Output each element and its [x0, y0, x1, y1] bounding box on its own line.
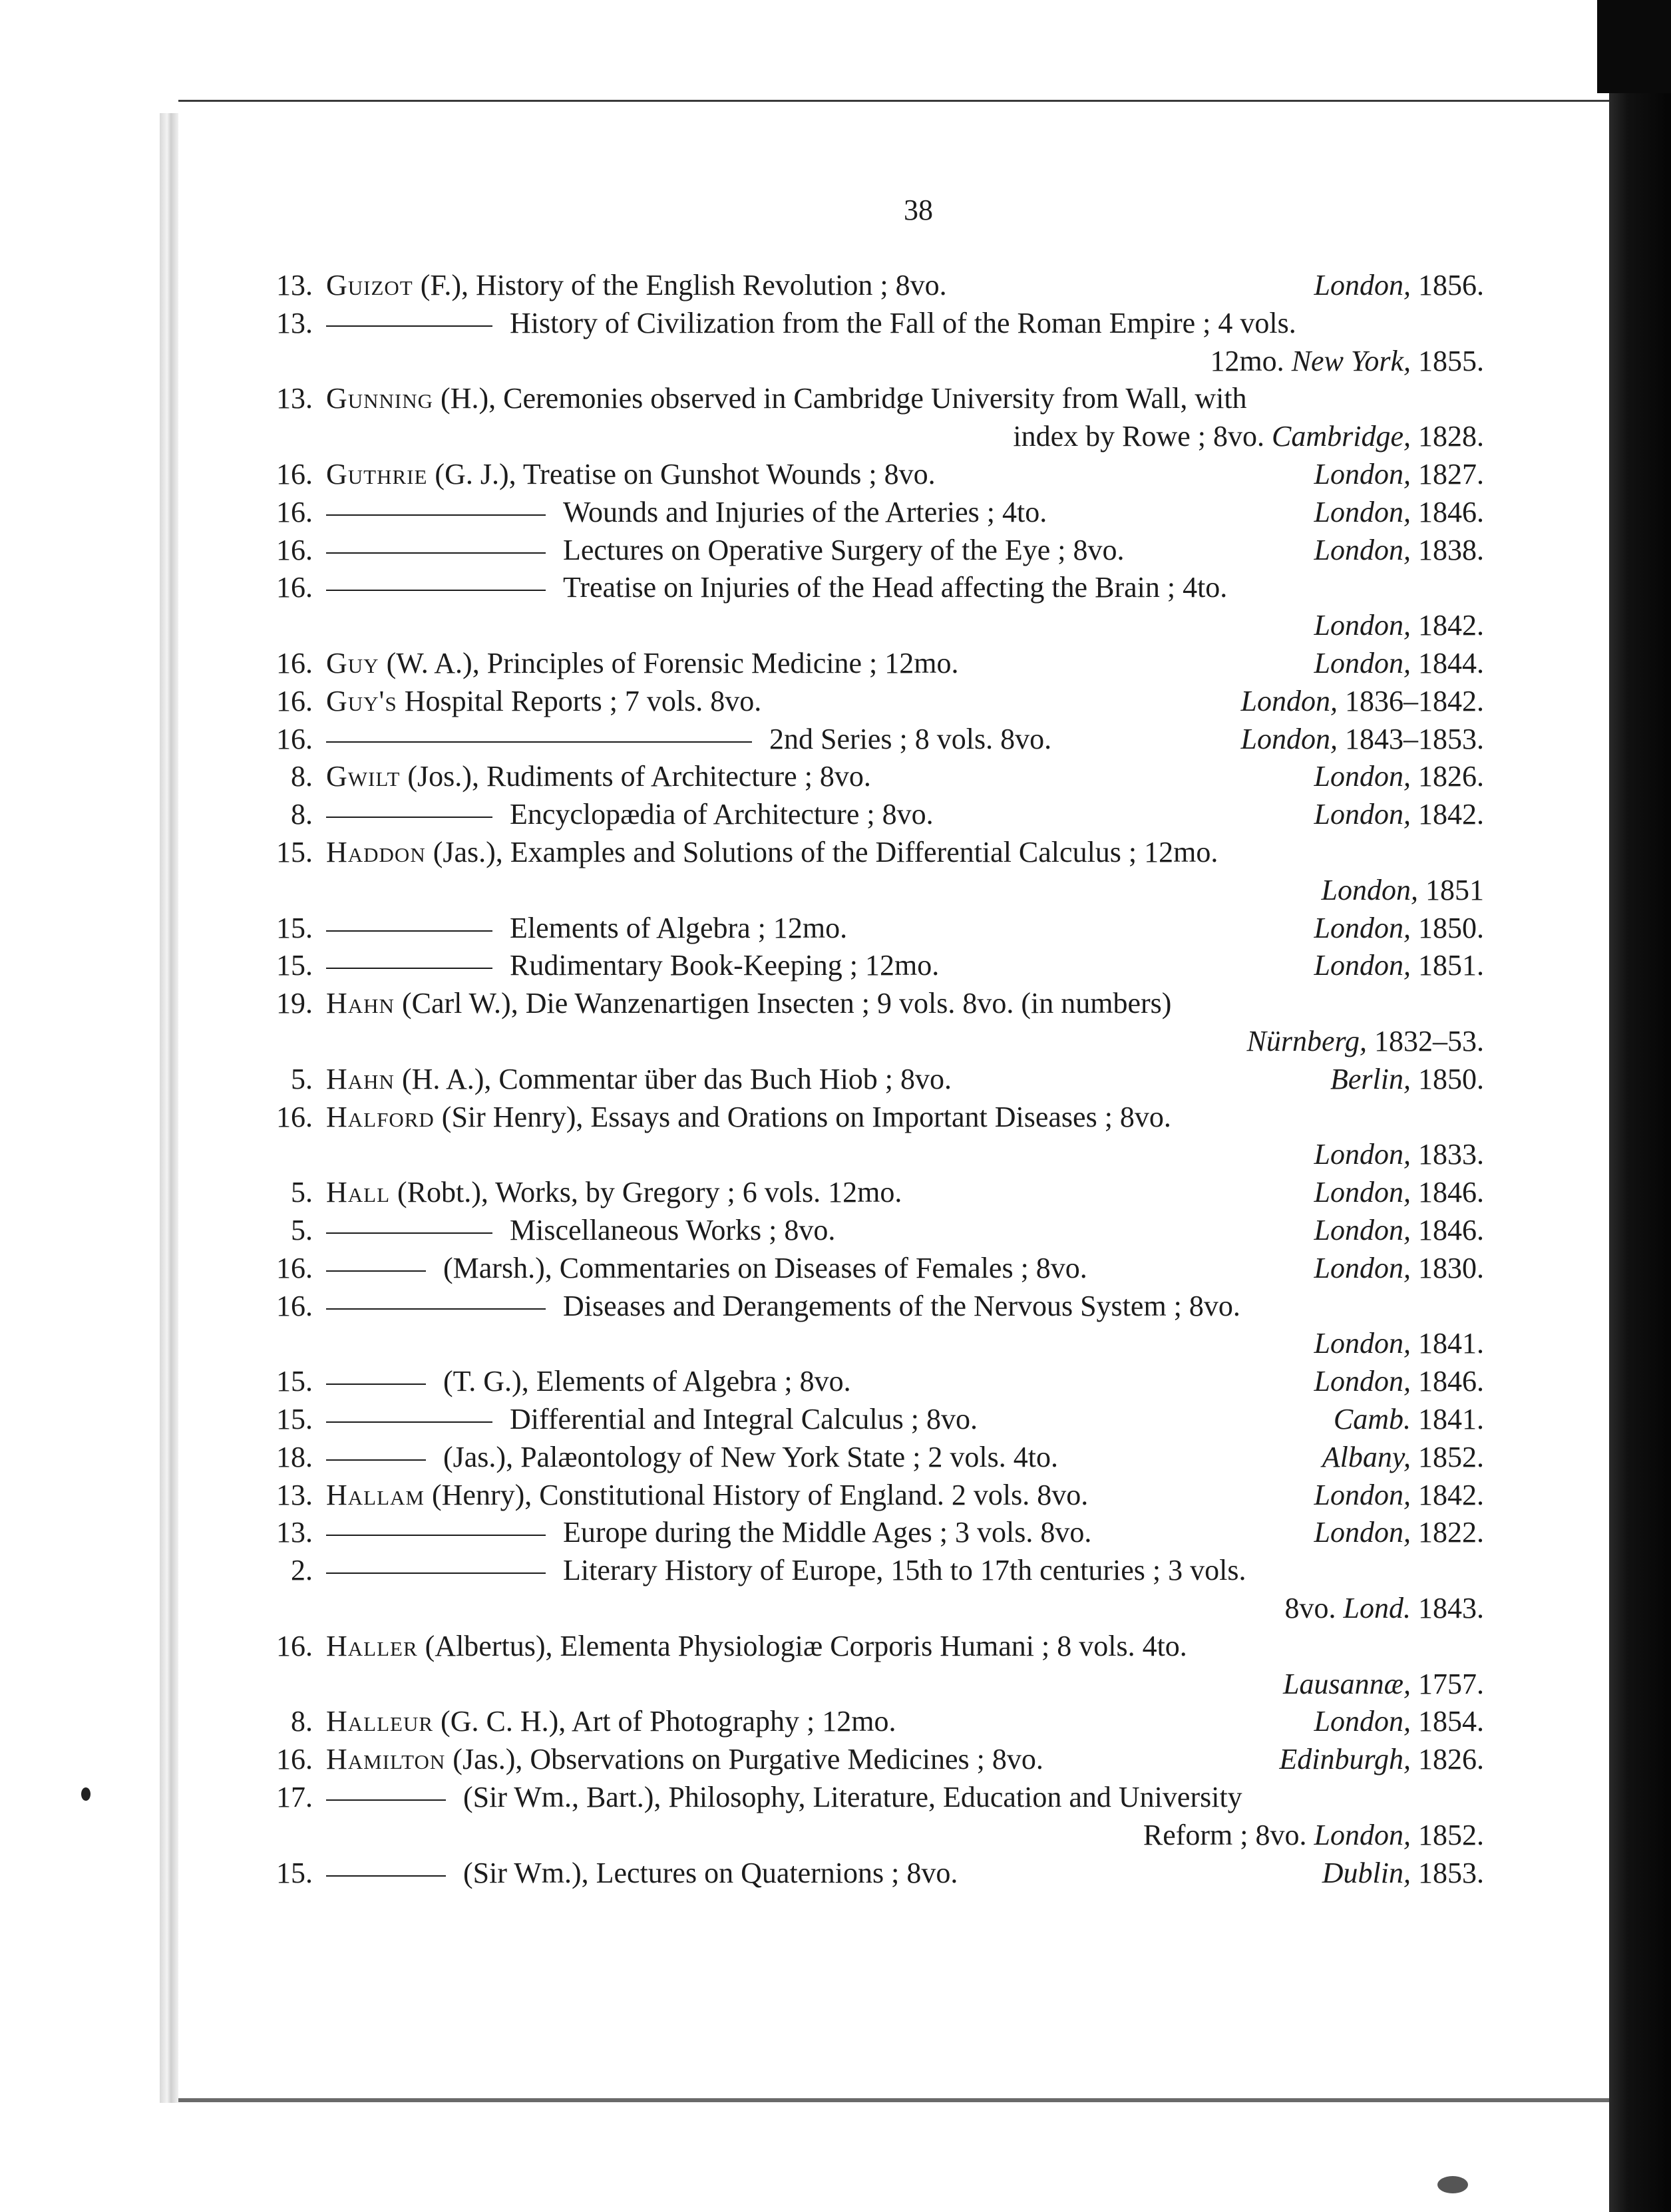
scan-speck: [1437, 2176, 1468, 2193]
entry-line: [266, 1551, 1531, 1590]
entry-continuation: [266, 871, 1531, 910]
scan-speck: [81, 1787, 91, 1801]
continuation-imprint: [1210, 342, 1484, 381]
imprint-place: Berlin,: [1330, 1062, 1411, 1095]
entry-title: Lectures on Operative Surgery of the Eye ; 8vo.: [563, 533, 1125, 566]
entry-title: (G. J.), Treatise on Gunshot Wounds ; 8vo.: [427, 458, 936, 490]
imprint-place: London,: [1314, 798, 1411, 831]
imprint: [1322, 1854, 1484, 1893]
entry-title: (G. C. H.), Art of Photography ; 12mo.: [433, 1705, 896, 1738]
entry-title: Miscellaneous Works ; 8vo.: [510, 1214, 836, 1246]
ditto-rule: [326, 1232, 492, 1234]
continuation-imprint: [1314, 606, 1484, 645]
entry-number: 13.: [276, 1478, 313, 1511]
author-surname: Hahn: [326, 1062, 395, 1095]
imprint-year: 1846.: [1411, 1176, 1484, 1209]
imprint-place: London,: [1314, 1365, 1411, 1398]
imprint: [1322, 1438, 1484, 1477]
entry-title: History of Civilization from the Fall of the Roman Empire ; 4 vols.: [510, 306, 1296, 339]
entry-number: 13.: [276, 306, 313, 339]
entry-line: [266, 1854, 1531, 1893]
imprint-place: Cambridge,: [1272, 420, 1411, 453]
author-surname: Haddon: [326, 836, 426, 868]
entry-title: Differential and Integral Calculus ; 8vo.: [510, 1403, 978, 1435]
entry-title: (Jos.), Rudiments of Architecture ; 8vo.: [400, 760, 871, 793]
continuation-imprint: [1314, 1135, 1484, 1174]
entry-number: 16.: [276, 1743, 313, 1776]
continuation-imprint: [1283, 1665, 1484, 1704]
entry-line: [266, 795, 1531, 834]
continuation-text: index by Rowe ; 8vo.: [1013, 420, 1272, 453]
entry-continuation: [266, 417, 1531, 456]
entry-number: 19.: [276, 987, 313, 1020]
imprint-place: London,: [1240, 684, 1338, 717]
ditto-rule: [326, 968, 492, 969]
imprint-place: London,: [1314, 1818, 1411, 1851]
author-surname: Gunning: [326, 382, 434, 415]
entry-title: (W. A.), Principles of Forensic Medicine ; 12mo.: [379, 647, 959, 679]
imprint-year: 1826.: [1411, 1743, 1484, 1776]
imprint-year: 1853.: [1411, 1856, 1484, 1889]
imprint-year: 1850.: [1411, 1062, 1484, 1095]
entry-title: 2nd Series ; 8 vols. 8vo.: [769, 722, 1052, 755]
entry-line: [266, 1173, 1531, 1212]
continuation-imprint: [1013, 417, 1484, 456]
imprint: [1314, 909, 1484, 948]
imprint-year: 1832–53.: [1367, 1025, 1484, 1057]
ditto-rule: [326, 1535, 546, 1536]
page-number: 38: [904, 194, 933, 226]
imprint: [1314, 493, 1484, 532]
imprint: [1314, 455, 1484, 494]
ditto-rule: [326, 590, 546, 591]
entry-title: Europe during the Middle Ages ; 3 vols. 8vo.: [563, 1516, 1092, 1549]
imprint-place: London,: [1314, 1251, 1411, 1284]
imprint: [1314, 1513, 1484, 1552]
imprint-place: Nürnberg,: [1246, 1025, 1367, 1057]
entry-line: [266, 833, 1531, 872]
imprint-year: 1822.: [1411, 1516, 1484, 1549]
entry-title: (T. G.), Elements of Algebra ; 8vo.: [443, 1365, 851, 1398]
entry-title: Encyclopædia of Architecture ; 8vo.: [510, 798, 934, 831]
continuation-text: 8vo.: [1284, 1592, 1344, 1624]
ditto-rule: [326, 1421, 492, 1423]
imprint-year: 1833.: [1411, 1138, 1484, 1171]
imprint-place: London,: [1240, 722, 1338, 755]
entry-line: [266, 379, 1531, 418]
imprint-year: 1830.: [1411, 1251, 1484, 1284]
imprint: [1241, 682, 1484, 721]
continuation-imprint: [1285, 1589, 1484, 1628]
entry-continuation: [266, 1135, 1531, 1174]
entry-title: (Sir Wm., Bart.), Philosophy, Literature, Education and University: [463, 1781, 1242, 1813]
ditto-rule: [326, 514, 546, 516]
entry-continuation: [266, 1816, 1531, 1855]
imprint-place: London,: [1314, 533, 1411, 566]
imprint: [1314, 644, 1484, 683]
imprint-place: London,: [1314, 1214, 1411, 1246]
entry-line: [266, 1400, 1531, 1439]
ditto-rule: [326, 1270, 426, 1272]
ditto-rule: [326, 1799, 446, 1801]
entry-title: (Sir Wm.), Lectures on Quaternions ; 8vo.: [463, 1856, 958, 1889]
continuation-imprint: [1247, 1022, 1485, 1061]
entry-line: [266, 757, 1531, 796]
imprint-place: London,: [1314, 269, 1411, 301]
entry-continuation: [266, 1022, 1531, 1061]
continuation-imprint: [1314, 1324, 1484, 1363]
imprint-place: London,: [1314, 1176, 1411, 1209]
entry-title: Diseases and Derangements of the Nervous System ; 8vo.: [563, 1289, 1240, 1322]
entry-line: [266, 1098, 1531, 1137]
ditto-rule: [326, 1572, 546, 1574]
imprint-year: 1843–1853.: [1338, 722, 1484, 755]
entry-number: 2.: [291, 1554, 313, 1587]
entry-line: [266, 644, 1531, 683]
imprint-year: 1850.: [1411, 911, 1484, 944]
ditto-rule: [326, 817, 492, 818]
entry-number: 16.: [276, 571, 313, 604]
entry-number: 5.: [291, 1176, 313, 1209]
author-surname: Guthrie: [326, 458, 428, 490]
entry-line: [266, 493, 1531, 532]
imprint-year: 1841.: [1411, 1327, 1484, 1360]
author-surname: Hallam: [326, 1478, 425, 1511]
continuation-imprint: [1143, 1816, 1484, 1855]
imprint-place: London,: [1314, 1327, 1411, 1360]
entry-number: 16.: [276, 1629, 313, 1662]
imprint: [1314, 1702, 1484, 1741]
imprint-year: 1846.: [1411, 495, 1484, 528]
imprint: [1314, 1211, 1484, 1250]
imprint-place: London,: [1314, 760, 1411, 793]
entry-number: 13.: [276, 269, 313, 301]
entry-title: Hospital Reports ; 7 vols. 8vo.: [397, 684, 762, 717]
continuation-text: Reform ; 8vo.: [1143, 1818, 1314, 1851]
entry-number: 16.: [276, 1289, 313, 1322]
author-surname: Hahn: [326, 987, 395, 1020]
ditto-rule: [326, 1308, 546, 1310]
entry-number: 16.: [276, 458, 313, 490]
entry-number: 16.: [276, 533, 313, 566]
entry-line: [266, 1249, 1531, 1288]
imprint-year: 1852.: [1411, 1440, 1484, 1473]
entry-line: [266, 1740, 1531, 1779]
entry-continuation: [266, 606, 1531, 645]
author-surname: Guy's: [326, 684, 397, 717]
entry-number: 15.: [276, 949, 313, 982]
entry-title: (Robt.), Works, by Gregory ; 6 vols. 12mo.: [390, 1176, 902, 1209]
entry-line: [266, 1438, 1531, 1477]
imprint-place: Camb.: [1333, 1403, 1411, 1435]
imprint-year: 1851.: [1411, 949, 1484, 982]
entry-title: (H. A.), Commentar über das Buch Hiob ; 8vo.: [394, 1062, 952, 1095]
entry-number: 8.: [291, 798, 313, 831]
imprint-year: 1852.: [1411, 1818, 1484, 1851]
continuation-text: 12mo.: [1210, 344, 1292, 377]
entry-title: Literary History of Europe, 15th to 17th centuries ; 3 vols.: [563, 1554, 1246, 1587]
entry-line: [266, 984, 1531, 1023]
entry-title: Wounds and Injuries of the Arteries ; 4to.: [563, 495, 1047, 528]
imprint-year: 1855.: [1411, 344, 1484, 377]
imprint-place: London,: [1314, 1516, 1411, 1549]
imprint-year: 1828.: [1411, 420, 1484, 453]
entry-title: (Jas.), Examples and Solutions of the Differential Calculus ; 12mo.: [425, 836, 1218, 868]
imprint-place: London,: [1314, 647, 1411, 679]
entry-title: Treatise on Injuries of the Head affecting the Brain ; 4to.: [563, 571, 1228, 604]
entry-number: 16.: [276, 684, 313, 717]
imprint-year: 1846.: [1411, 1365, 1484, 1398]
imprint-place: London,: [1314, 609, 1411, 642]
imprint-year: 1844.: [1411, 647, 1484, 679]
imprint: [1314, 1362, 1484, 1401]
entry-line: [266, 304, 1531, 343]
imprint-year: 1841.: [1411, 1403, 1484, 1435]
ditto-rule: [326, 741, 752, 743]
imprint-place: London,: [1314, 495, 1411, 528]
imprint-place: Lond.: [1343, 1592, 1411, 1624]
ditto-rule: [326, 325, 492, 327]
ditto-rule: [326, 1459, 426, 1461]
imprint-place: Albany,: [1322, 1440, 1411, 1473]
entry-continuation: [266, 1324, 1531, 1363]
entry-line: [266, 1702, 1531, 1741]
ditto-rule: [326, 1875, 446, 1877]
entry-line: [266, 568, 1531, 607]
entry-line: [266, 266, 1531, 305]
entry-line: [266, 1211, 1531, 1250]
ditto-rule: [326, 1383, 426, 1385]
imprint-year: 1842.: [1411, 1478, 1484, 1511]
imprint-place: London,: [1314, 1478, 1411, 1511]
entry-line: [266, 946, 1531, 985]
author-surname: Guy: [326, 647, 379, 679]
imprint: [1241, 720, 1484, 759]
imprint-year: 1851: [1418, 873, 1484, 906]
entry-number: 18.: [276, 1440, 313, 1473]
entry-title: Rudimentary Book-Keeping ; 12mo.: [510, 949, 940, 982]
imprint-year: 1757.: [1411, 1667, 1484, 1700]
entry-line: [266, 531, 1531, 570]
entry-number: 16.: [276, 722, 313, 755]
entry-number: 5.: [291, 1062, 313, 1095]
imprint-year: 1854.: [1411, 1705, 1484, 1738]
imprint: [1330, 1060, 1484, 1099]
author-surname: Halleur: [326, 1705, 434, 1738]
entry-title: (H.), Ceremonies observed in Cambridge University from Wall, with: [433, 382, 1247, 415]
entry-number: 15.: [276, 1365, 313, 1398]
imprint-place: London,: [1314, 1138, 1411, 1171]
imprint-place: London,: [1314, 458, 1411, 490]
entry-line: [266, 1362, 1531, 1401]
entry-title: (Jas.), Observations on Purgative Medicines ; 8vo.: [445, 1743, 1043, 1776]
ditto-rule: [326, 552, 546, 554]
entry-continuation: [266, 1665, 1531, 1704]
entry-number: 5.: [291, 1214, 313, 1246]
entry-number: 16.: [276, 1251, 313, 1284]
entry-number: 16.: [276, 1100, 313, 1133]
imprint-place: New York,: [1291, 344, 1411, 377]
imprint: [1314, 946, 1484, 985]
imprint: [1314, 1249, 1484, 1288]
entry-continuation: [266, 1589, 1531, 1628]
entry-line: [266, 1287, 1531, 1326]
imprint: [1334, 1400, 1484, 1439]
author-surname: Hall: [326, 1176, 391, 1209]
imprint: [1314, 1476, 1484, 1515]
imprint-year: 1846.: [1411, 1214, 1484, 1246]
imprint-year: 1838.: [1411, 533, 1484, 566]
entry-number: 16.: [276, 647, 313, 679]
entry-title: (F.), History of the English Revolution ; 8vo.: [413, 269, 947, 301]
imprint-year: 1856.: [1411, 269, 1484, 301]
imprint-year: 1827.: [1411, 458, 1484, 490]
imprint-place: Edinburgh,: [1279, 1743, 1411, 1776]
imprint-place: London,: [1314, 949, 1411, 982]
entry-number: 15.: [276, 1856, 313, 1889]
entry-line: [266, 720, 1531, 759]
imprint-place: Dublin,: [1322, 1856, 1411, 1889]
imprint: [1314, 757, 1484, 796]
imprint: [1314, 531, 1484, 570]
author-surname: Guizot: [326, 269, 413, 301]
entry-line: [266, 1476, 1531, 1515]
entry-number: 8.: [291, 760, 313, 793]
entry-title: (Marsh.), Commentaries on Diseases of Females ; 8vo.: [443, 1251, 1087, 1284]
entry-title: (Henry), Constitutional History of England. 2 vols. 8vo.: [425, 1478, 1089, 1511]
imprint-year: 1842.: [1411, 798, 1484, 831]
entry-number: 17.: [276, 1781, 313, 1813]
entry-title: Elements of Algebra ; 12mo.: [510, 911, 848, 944]
entry-title: (Jas.), Palæontology of New York State ; 2 vols. 4to.: [443, 1440, 1058, 1473]
entry-number: 13.: [276, 1516, 313, 1549]
imprint-place: London,: [1314, 911, 1411, 944]
imprint-year: 1843.: [1411, 1592, 1484, 1624]
entry-line: [266, 1627, 1531, 1666]
entry-line: [266, 1060, 1531, 1099]
imprint-place: London,: [1314, 1705, 1411, 1738]
entry-line: [266, 455, 1531, 494]
entry-title: (Albertus), Elementa Physiologiæ Corporis Humani ; 8 vols. 4to.: [417, 1629, 1187, 1662]
entry-title: (Sir Henry), Essays and Orations on Important Diseases ; 8vo.: [434, 1100, 1171, 1133]
imprint-year: 1826.: [1411, 760, 1484, 793]
entry-number: 15.: [276, 1403, 313, 1435]
imprint: [1314, 795, 1484, 834]
imprint: [1314, 1173, 1484, 1212]
continuation-imprint: [1322, 871, 1484, 910]
imprint-place: London,: [1321, 873, 1418, 906]
author-surname: Gwilt: [326, 760, 401, 793]
entry-number: 16.: [276, 495, 313, 528]
ditto-rule: [326, 930, 492, 932]
imprint-place: Lausannæ,: [1283, 1667, 1411, 1700]
entry-number: 15.: [276, 911, 313, 944]
entry-title: (Carl W.), Die Wanzenartigen Insecten ; 9 vols. 8vo. (in numbers): [394, 987, 1172, 1020]
entry-continuation: [266, 342, 1531, 381]
imprint-year: 1836–1842.: [1338, 684, 1484, 717]
entry-line: [266, 909, 1531, 948]
author-surname: Halford: [326, 1100, 435, 1133]
entry-number: 15.: [276, 836, 313, 868]
imprint-year: 1842.: [1411, 609, 1484, 642]
entry-line: [266, 1778, 1531, 1817]
imprint: [1314, 266, 1484, 305]
author-surname: Hamilton: [326, 1743, 446, 1776]
imprint: [1279, 1740, 1484, 1779]
entry-line: [266, 682, 1531, 721]
entry-line: [266, 1513, 1531, 1552]
entry-number: 8.: [291, 1705, 313, 1738]
author-surname: Haller: [326, 1629, 418, 1662]
entry-number: 13.: [276, 382, 313, 415]
